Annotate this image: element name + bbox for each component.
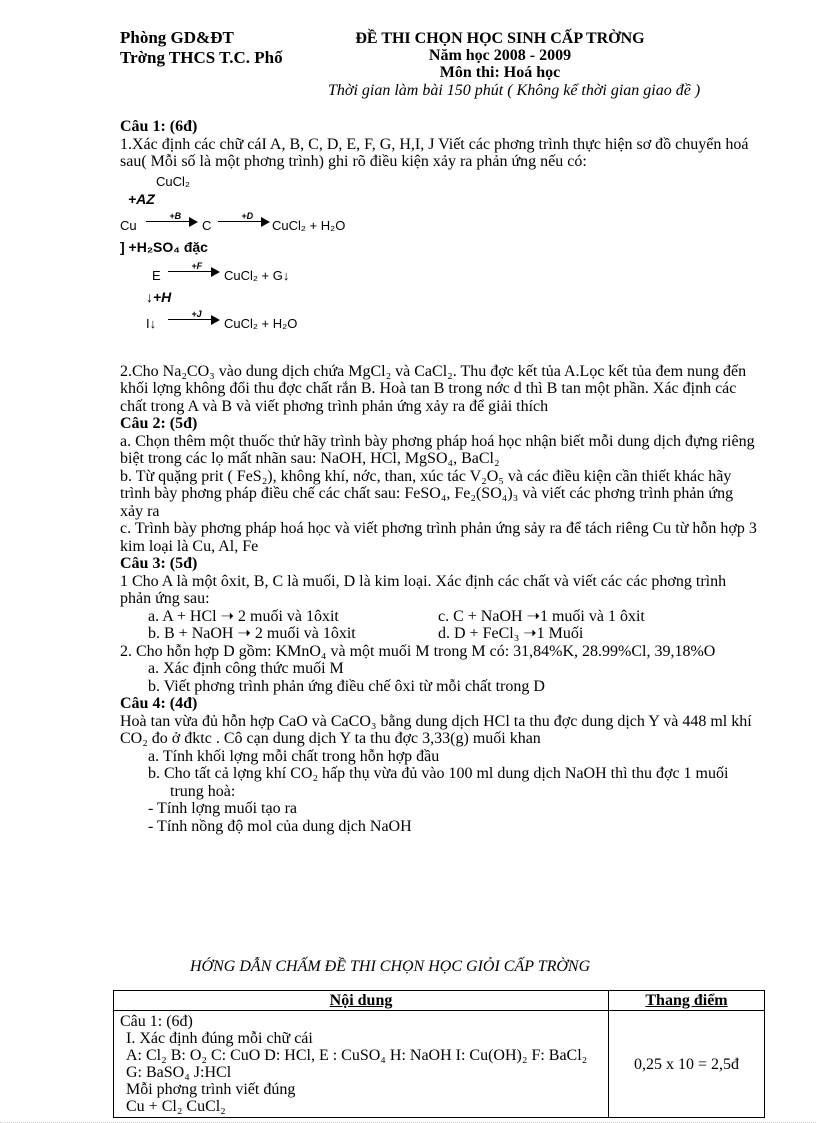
diagram-i: I↓	[146, 315, 157, 331]
row-question-title: Câu 1: (6đ)	[120, 1013, 193, 1030]
question-3-options-row-1	[120, 608, 760, 626]
question-3-part-1: 1 Cho A là một ôxit, B, C là muối, D là kim loại. Xác định các chất và viết các các phơng trình phản ứng sau:	[120, 572, 727, 607]
exam-title: ĐỀ THI CHỌN HỌC SINH CẤP TRỜNG	[355, 30, 645, 47]
diagram-e: E	[152, 267, 161, 283]
diagram-plus-az: +AZ	[128, 190, 155, 207]
question-2-c: c. Trình bày phơng pháp hoá học và viết phơng trình phản ứng sảy ra để tách riêng Cu từ hỗn hợp 3 kim loại là Cu, Al, Fe	[120, 520, 757, 555]
diagram-product-1: CuCl₂ + H₂O	[272, 217, 346, 233]
arrow-label-b: +B	[169, 210, 182, 221]
question-4-b: b. Cho tất cả lợng khí CO₂ hấp thụ vừa đủ vào 100 ml dung dịch NaOH thì thu đợc 1 muối trung hoà:	[148, 765, 729, 800]
arrow-label-f: +F	[191, 260, 203, 271]
option-a: a. A + HCl ➝ 2 muối và 1ôxit	[148, 607, 339, 625]
diagram-product-2: CuCl₂ + G↓	[224, 267, 290, 283]
table-row	[114, 1011, 765, 1118]
option-b: b. B + NaOH ➝ 2 muối và 1ôxit	[148, 625, 356, 642]
header-center	[330, 30, 670, 81]
column-header-content: Nội dung	[114, 991, 609, 1011]
arrow-label-d: +D	[241, 210, 254, 221]
question-4-dash-1: - Tính lợng muối tạo ra	[148, 800, 298, 817]
diagram-cu: Cu	[120, 217, 137, 233]
grading-guide-title: HỚNG DẪN CHẤM ĐỀ THI CHỌN HỌC GIỎI CẤP TRỜNG	[190, 958, 591, 975]
content-cell	[114, 1011, 609, 1118]
subject: Môn thi: Hoá học	[439, 64, 561, 81]
arrow-j-icon	[168, 308, 220, 325]
department-name: Phòng GD&ĐT	[120, 28, 234, 47]
diagram-plus-h: ↓+H	[146, 288, 172, 305]
arrow-d-icon	[218, 210, 270, 227]
row-line-identify: I. Xác định đúng mỗi chữ cái	[126, 1030, 313, 1047]
question-3-title: Câu 3: (5đ)	[120, 555, 198, 572]
exam-body	[120, 118, 760, 835]
reaction-diagram	[120, 171, 760, 341]
arrow-b-icon	[146, 210, 198, 227]
arrow-label-j: +J	[191, 308, 202, 319]
score-cell: 0,25 x 10 = 2,5đ	[609, 1011, 765, 1118]
table-header-row	[114, 991, 765, 1011]
arrow-f-icon	[168, 260, 220, 277]
question-2-b: b. Từ quặng prit ( FeS₂), không khí, nớc, than, xúc tác V₂O₅ và các điều kiện cần thiết khác hãy trình bày phơng pháp điều chế các chất sau: FeSO₄, Fe₂(SO₄)₃ và viết các phơng trình phản ứng xảy ra	[120, 467, 734, 520]
question-4-part-1: Hoà tan vừa đủ hỗn hợp CaO và CaCO₃ bằng dung dịch HCl ta thu đợc dung dịch Y và 448 ml khí CO₂ đo ở đktc . Cô cạn dung dịch Y ta thu đợc 3,33(g) muối khan	[120, 712, 752, 747]
school-name: Trờng THCS T.C. Phố	[120, 48, 283, 67]
question-3-part-2: 2. Cho hỗn hợp D gồm: KMnO₄ và một muối M trong M có: 31,84%K, 28.99%Cl, 39,18%O	[120, 642, 716, 660]
question-4-title: Câu 4: (4đ)	[120, 695, 198, 712]
option-d: d. D + FeCl₃ ➝1 Muối	[438, 625, 584, 642]
school-year: Năm học 2008 - 2009	[428, 47, 572, 64]
question-2-a: a. Chọn thêm một thuốc thử hãy trình bày phơng pháp hoá học nhận biết mỗi dung dịch đựng riêng biệt trong các lọ mất nhãn sau: NaOH, HCl, MgSO₄, BaCl₂	[120, 432, 755, 467]
question-4-dash-2: - Tính nồng độ mol của dung dịch NaOH	[148, 817, 412, 835]
diagram-c: C	[202, 217, 212, 233]
question-1-part-2: 2.Cho Na₂CO₃ vào dung dịch chứa MgCl₂ và CaCl₂. Thu đợc kết tủa A.Lọc kết tủa đem nung đến khối lợng không đổi thu đợc chất rắn B. Hoà tan B trong nớc d thì B tan một phần. Xác định các chất trong A và B và viết phơng trình phản ứng xảy ra để giải thích	[120, 362, 747, 415]
question-1-title: Câu 1: (6đ)	[120, 118, 198, 135]
row-line-each-equation: Mỗi phơng trình viết đúng	[126, 1081, 296, 1098]
header-left	[120, 28, 283, 68]
option-c: c. C + NaOH ➝1 muối và 1 ôxit	[438, 607, 645, 625]
column-header-score: Thang điểm	[609, 991, 765, 1011]
diagram-product-3: CuCl₂ + H₂O	[224, 315, 298, 331]
question-1-part-1: 1.Xác định các chữ cáI A, B, C, D, E, F, G, H,I, J Viết các phơng trình thực hiện sơ đồ chuyển hoá sau( Mỗi số là một phơng trình) ghi rõ điều kiện xảy ra phản ứng nếu có:	[120, 135, 749, 170]
question-3-part-2b: b. Viết phơng trình phản ứng điều chế ôxi từ mỗi chất trong D	[148, 677, 545, 695]
diagram-h2so4: ] +H₂SO₄ đặc	[120, 238, 208, 255]
question-3-part-2a: a. Xác định công thức muối M	[148, 660, 344, 677]
question-2-title: Câu 2: (5đ)	[120, 415, 198, 432]
row-line-answers: A: Cl₂ B: O₂ C: CuO D: HCl, E : CuSO₄ H: NaOH I: Cu(OH)₂ F: BaCl₂ G: BaSO₄ J:HCl	[126, 1047, 588, 1081]
grading-table	[113, 990, 765, 1118]
question-4-a: a. Tính khối lợng mỗi chất trong hỗn hợp đầu	[148, 747, 440, 765]
diagram-cucl2-top: CuCl₂	[156, 173, 190, 189]
row-line-equation: Cu + Cl₂ CuCl₂	[126, 1098, 226, 1115]
time-note: Thời gian làm bài 150 phút ( Không kể thời gian giao đề )	[328, 82, 701, 99]
question-3-options-row-2	[120, 625, 760, 643]
